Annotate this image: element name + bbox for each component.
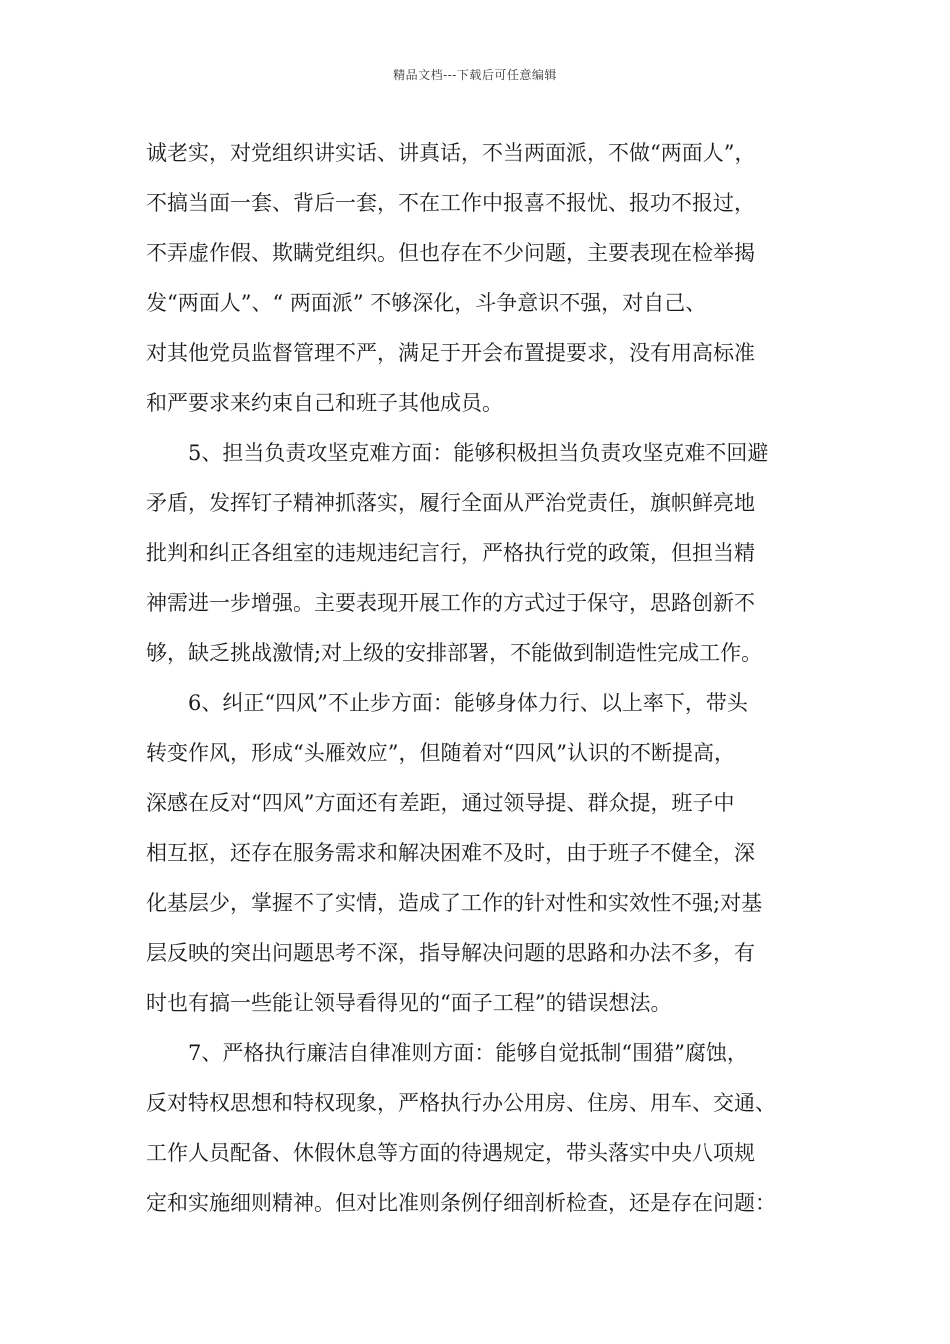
text-line: 够，缺乏挑战激情;对上级的安排部署，不能做到制造性完成工作。 xyxy=(146,641,763,665)
text-line: 不搞当面一套、背后一套，不在工作中报喜不报忧、报功不报过， xyxy=(146,191,755,215)
document-body xyxy=(146,128,826,1228)
text-line: 对其他党员监督管理不严，满足于开会布置提要求，没有用高标准 xyxy=(146,341,755,365)
text-line: 和严要求来约束自己和班子其他成员。 xyxy=(146,391,503,415)
paragraph-6-first-line: 6、纠正“四风”不止步方面：能够身体力行、以上率下，带头 xyxy=(188,691,748,715)
text-line: 反对特权思想和特权现象，严格执行办公用房、住房、用车、交通、 xyxy=(146,1091,776,1115)
text-line: 时也有搞一些能让领导看得见的“面子工程”的错误想法。 xyxy=(146,991,672,1015)
text-line: 不弄虚作假、欺瞒党组织。但也存在不少问题，主要表现在检举揭 xyxy=(146,241,755,265)
text-line: 相互抠，还存在服务需求和解决困难不及时，由于班子不健全，深 xyxy=(146,841,755,865)
paragraph-7-first-line: 7、严格执行廉洁自律准则方面：能够自觉抵制“围猎”腐蚀， xyxy=(188,1041,748,1065)
page-header: 精品文档---下载后可任意编辑 xyxy=(393,68,557,82)
text-line: 化基层少，掌握不了实情，造成了工作的针对性和实效性不强;对基 xyxy=(146,891,763,915)
text-line: 转变作风，形成“头雁效应”，但随着对“四风”认识的不断提高， xyxy=(146,741,735,765)
text-line: 发“两面人”、“ 两面派” 不够深化，斗争意识不强，对自己、 xyxy=(146,291,707,315)
text-line: 神需进一步增强。主要表现开展工作的方式过于保守，思路创新不 xyxy=(146,591,755,615)
paragraph-5-first-line: 5、担当负责攻坚克难方面：能够积极担当负责攻坚克难不回避 xyxy=(188,441,769,465)
text-line: 矛盾，发挥钉子精神抓落实，履行全面从严治党责任，旗帜鲜亮地 xyxy=(146,491,755,515)
text-line: 批判和纠正各组室的违规违纪言行，严格执行党的政策，但担当精 xyxy=(146,541,755,565)
text-line: 层反映的突出问题思考不深，指导解决问题的思路和办法不多，有 xyxy=(146,941,755,965)
text-line: 深感在反对“四风”方面还有差距，通过领导提、群众提，班子中 xyxy=(146,791,735,815)
text-line: 定和实施细则精神。但对比准则条例仔细剖析检查，还是存在问题： xyxy=(146,1191,776,1215)
text-line: 工作人员配备、休假休息等方面的待遇规定，带头落实中央八项规 xyxy=(146,1141,755,1165)
text-line: 诚老实，对党组织讲实话、讲真话，不当两面派，不做“两面人”， xyxy=(146,141,756,165)
